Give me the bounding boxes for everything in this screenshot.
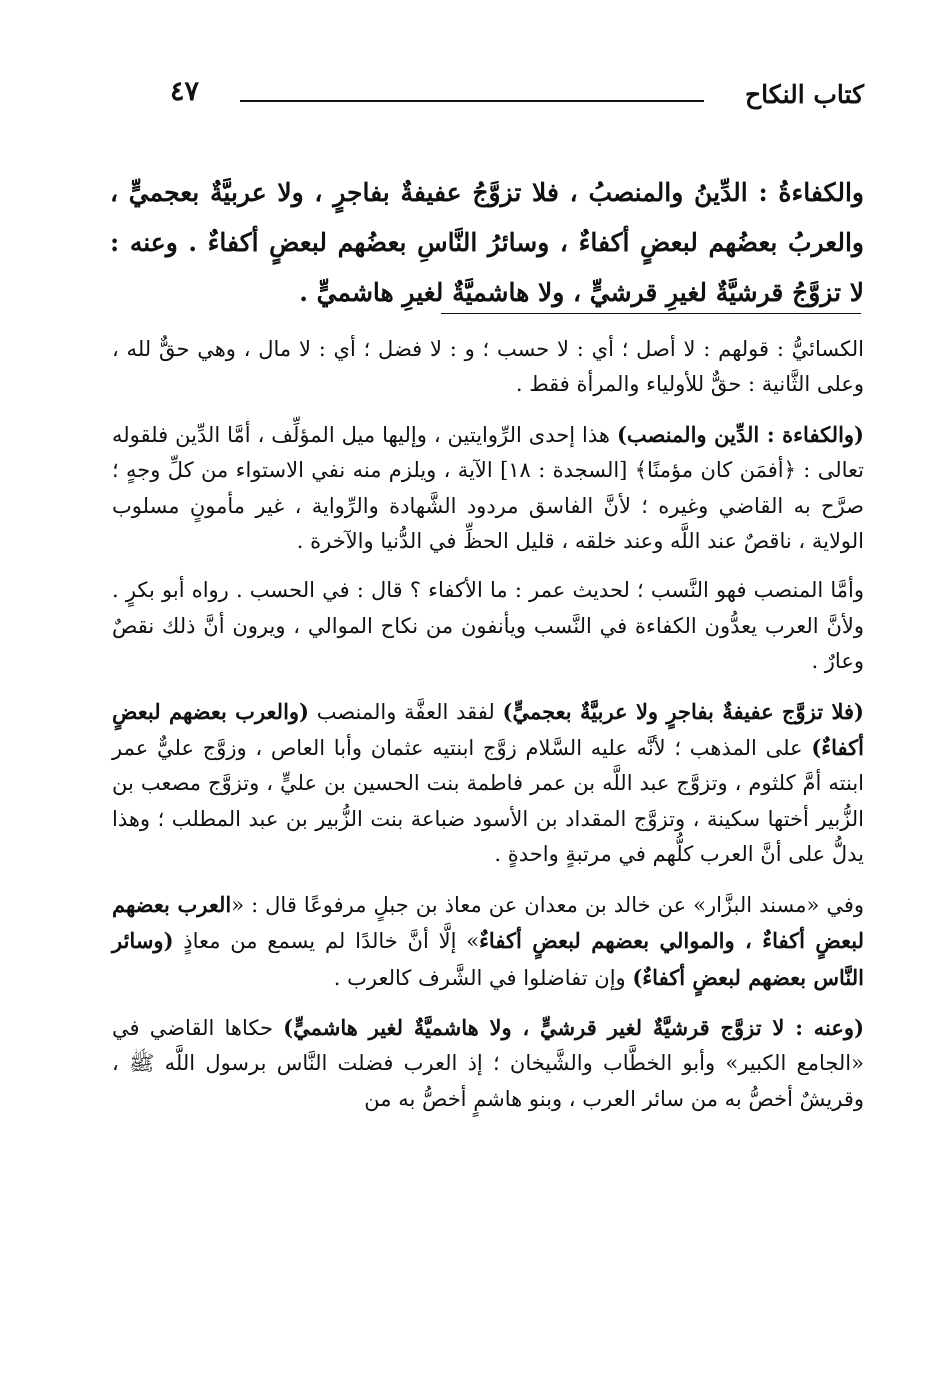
paragraph-text: » إلَّا أنَّ خالدًا لم يسمع من معاذٍ [173, 929, 480, 954]
page-header [150, 70, 864, 120]
header-rule [240, 100, 704, 102]
commentary-paragraph [112, 694, 864, 873]
commentary-paragraph [112, 573, 864, 679]
paragraph-text: وأمَّا المنصب فهو النَّسب ؛ لحديث عمر : ما الأكفاء ؟ قال : في الحسب . رواه أبو بكرٍ . ولأنَّ العرب يعدُّون الكفاءة في النَّسب ويأنفون من نكاح الموالي ، ويرون أنَّ ذلك نقصٌ وعارٌ . [112, 578, 864, 674]
commentary-paragraph [112, 1010, 864, 1117]
paragraph-text: لفقد العفَّة والمنصب [308, 699, 503, 724]
quoted-lemma: (فلا تزوَّج عفيفةٌ بفاجرٍ ولا عربيَّةٌ بعجميٍّ) [502, 698, 864, 724]
paragraph-text: على المذهب ؛ لأنَّه عليه السَّلام زوَّج ابنتيه عثمان وأبا العاص ، وزوَّج عليٌّ عمر ابنته أمَّ كلثوم ، وتزوَّج عبد اللَّه بن عمر فاطمة بنت الحسين بن عليٍّ ، وتزوَّج مصعب بن الزُّبير أختها سكينة ، وتزوَّج المقداد بن الأسود ضباعة بنت الزُّبير بن عبد المطلب ؛ وهذا يدلُّ على أنَّ العرب كلُّهم في مرتبةٍ واحدةٍ . [112, 736, 864, 867]
main-text: والكفاءةُ : الدِّينُ والمنصبُ ، فلا تزوَّجُ عفيفةٌ بفاجرٍ ، ولا عربيَّةٌ بعجميٍّ ، والعربُ بعضُهم لبعضٍ أكفاءٌ ، وسائرُ النَّاسِ بعضُهم لبعضٍ أكفاءٌ . وعنه : لا تزوَّجُ قرشيَّةٌ لغيرِ قرشيٍّ ، ولا هاشميَّةٌ لغيرِ هاشميٍّ . [110, 178, 864, 307]
paragraph-text: هذا إحدى الرِّوايتين ، وإليها ميل المؤلِّف ، أمَّا الدِّين فلقوله تعالى : ﴿أفمَن كان مؤمنًا﴾ [السجدة : ١٨] الآية ، ويلزم منه نفي الاستواء من كلِّ وجهٍ ؛ صرَّح به القاضي وغيره ؛ لأنَّ الفاسق مردود الشَّهادة والرِّواية ، غير مأمونٍ مسلوب الولاية ، ناقصٌ عند اللَّه وعند خلقه ، قليل الحظِّ في الدُّنيا والآخرة . [112, 422, 865, 554]
quoted-lemma: (والكفاءة : الدِّين والمنصب) [616, 421, 864, 447]
commentary-paragraph [112, 887, 864, 996]
commentary-paragraph [112, 417, 864, 560]
quoted-lemma: (وسائر النَّاس بعضهم لبعضٍ أكفاءٌ) [112, 928, 864, 990]
paragraph-text: حكاها القاضي في «الجامع الكبير» وأبو الخطَّاب والشَّيخان ؛ إذ العرب فضلت النَّاس برسول اللَّه ﷺ ، وقريشٌ أخصُّ به من سائر العرب ، وبنو هاشمٍ أخصُّ به من [112, 1015, 864, 1111]
quoted-lemma: (والعرب بعضهم لبعضٍ أكفاءٌ) [112, 698, 864, 761]
commentary-paragraph [112, 332, 864, 403]
paragraph-text: الكسائيُّ : قولهم : لا أصل ؛ أي : لا حسب ؛ و : لا فضل ؛ أي : لا مال ، وهي حقٌّ لله ، وعلى الثَّانية : حقٌّ للأولياء والمرأة فقط . [112, 337, 864, 397]
hadith-quote: العرب بعضهم لبعضٍ أكفاءٌ ، والموالي بعضهم لبعضٍ أكفاءٌ [112, 891, 865, 954]
paragraph-text: وإن تفاضلوا في الشَّرف كالعرب . [333, 965, 633, 990]
footnote-separator [441, 313, 861, 314]
chapter-title: كتاب النكاح [745, 80, 864, 109]
quoted-lemma: (وعنه : لا تزوَّج قرشيَّةٌ لغير قرشيٍّ ، ولا هاشميَّةٌ لغير هاشميٍّ) [283, 1014, 865, 1040]
page-number: ٤٧ [170, 76, 200, 107]
paragraph-text: وفي «مسند البزَّار» عن خالد بن معدان عن معاذ بن جبلٍ مرفوعًا قال : « [231, 892, 864, 917]
commentary [112, 332, 864, 1131]
